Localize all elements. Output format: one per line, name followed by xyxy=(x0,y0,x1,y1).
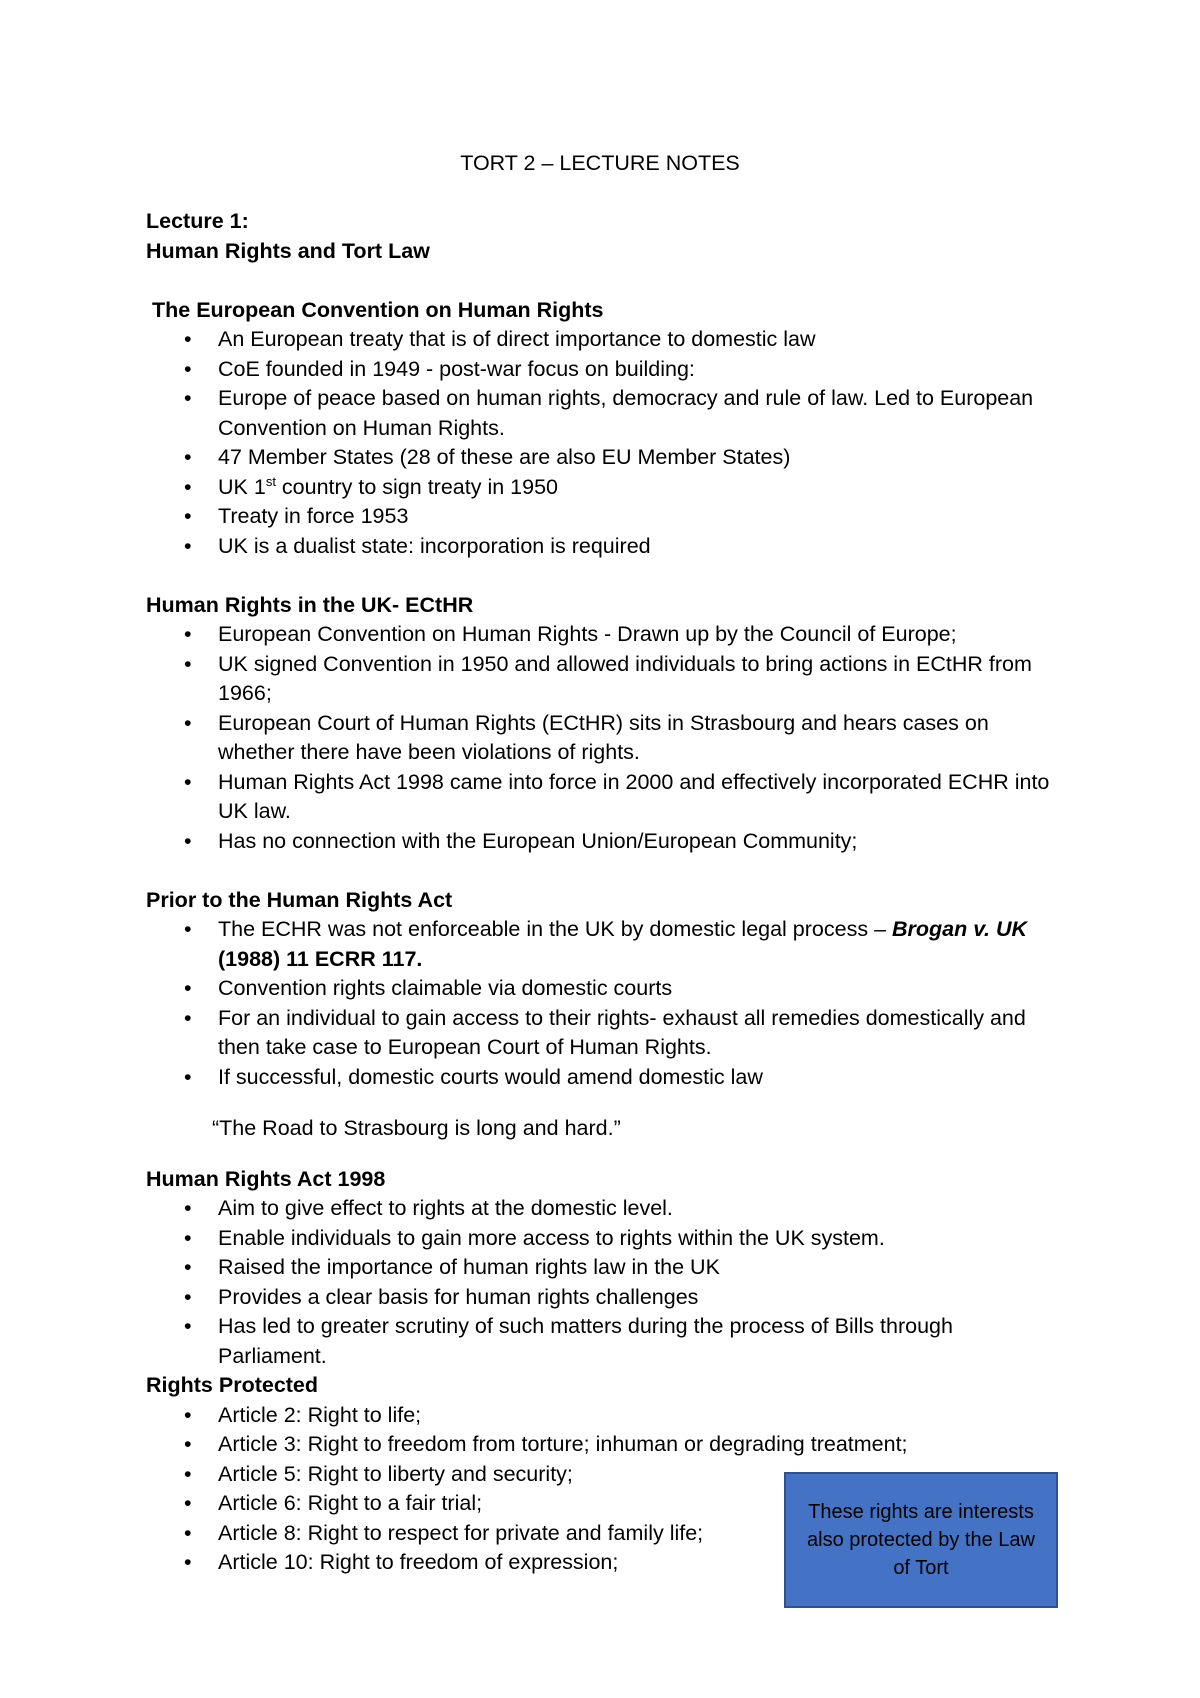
list-item: • 47 Member States (28 of these are also EU Member States) xyxy=(146,443,1066,473)
bullet-icon: • xyxy=(184,386,192,410)
section-heading-ecthr: Human Rights in the UK- ECtHR xyxy=(146,592,474,617)
bullet-icon: • xyxy=(184,769,192,794)
list-item: • UK is a dualist state: incorporation is required xyxy=(146,532,1066,562)
bullet-icon: • xyxy=(184,828,192,853)
prior-list xyxy=(146,915,1066,1092)
bullet-icon: • xyxy=(184,504,192,528)
page-title: TORT 2 – LECTURE NOTES xyxy=(460,151,740,175)
list-item: • Article 6: Right to a fair trial; xyxy=(146,1489,1066,1519)
list-item: • Article 2: Right to life; xyxy=(146,1401,1066,1431)
list-item: • The ECHR was not enforceable in the UK by domestic legal process – Brogan v. UK (1988) 11 ECRR 117. xyxy=(184,917,1027,971)
bullet-icon: • xyxy=(184,445,192,469)
list-item: • Treaty in force 1953 xyxy=(146,502,1066,532)
list-item: • Convention rights claimable via domestic courts xyxy=(146,974,1066,1004)
quote: “The Road to Strasbourg is long and hard.” xyxy=(212,1115,621,1140)
list-item: • Raised the importance of human rights law in the UK xyxy=(146,1253,1066,1283)
bullet-icon: • xyxy=(184,1520,192,1545)
list-item: • European Convention on Human Rights - Drawn up by the Council of Europe; xyxy=(146,620,1066,650)
echr-list xyxy=(146,325,1066,561)
ecthr-list xyxy=(146,620,1066,856)
list-item: • Europe of peace based on human rights, democracy and rule of law. Led to European Convention on Human Rights. xyxy=(184,386,1034,440)
bullet-icon: • xyxy=(184,1491,192,1515)
list-item: • For an individual to gain access to their rights- exhaust all remedies domestically and then take case to European Court of Human Rights. xyxy=(184,1005,1026,1059)
case-name: Brogan v. UK xyxy=(892,917,1027,941)
bullet-icon: • xyxy=(184,1284,192,1309)
lecture-topic: Human Rights and Tort Law xyxy=(146,238,430,263)
document-body xyxy=(146,207,1066,1578)
bullet-icon: • xyxy=(184,1432,192,1456)
list-item: • European Court of Human Rights (ECtHR) sits in Strasbourg and hears cases on whether there have been violations of rights. xyxy=(184,710,989,764)
bullet-icon: • xyxy=(184,1064,192,1089)
bullet-icon: • xyxy=(184,651,192,676)
bullet-icon: • xyxy=(184,1005,192,1030)
list-item: • Aim to give effect to rights at the domestic level. xyxy=(146,1194,1066,1224)
list-item: • UK 1st country to sign treaty in 1950 xyxy=(146,473,1066,503)
bullet-icon: • xyxy=(184,327,192,351)
list-item: • UK signed Convention in 1950 and allowed individuals to bring actions in ECtHR from 1966; xyxy=(184,651,1032,705)
section-heading-rights: Rights Protected xyxy=(146,1373,319,1397)
case-citation: (1988) 11 ECRR 117. xyxy=(218,946,423,971)
bullet-icon: • xyxy=(184,1402,192,1427)
hra-list xyxy=(146,1194,1066,1371)
section-heading-prior: Prior to the Human Rights Act xyxy=(146,887,453,912)
section-heading-echr: The European Convention on Human Rights xyxy=(152,297,604,322)
lecture-label: Lecture 1: xyxy=(146,209,249,233)
list-item: • Human Rights Act 1998 came into force in 2000 and effectively incorporated ECHR into UK law. xyxy=(184,769,1050,823)
list-item: • An European treaty that is of direct importance to domestic law xyxy=(146,325,1066,355)
bullet-icon: • xyxy=(184,1255,192,1279)
section-heading-hra: Human Rights Act 1998 xyxy=(146,1166,386,1191)
bullet-icon: • xyxy=(184,1461,192,1486)
bullet-icon: • xyxy=(184,356,192,381)
list-item: • Article 5: Right to liberty and security; xyxy=(146,1460,1066,1490)
list-item: • Has led to greater scrutiny of such matters during the process of Bills through Parliament. xyxy=(184,1314,953,1368)
bullet-icon: • xyxy=(184,474,192,499)
list-item: • Provides a clear basis for human rights challenges xyxy=(146,1283,1066,1313)
bullet-icon: • xyxy=(184,1314,192,1338)
bullet-icon: • xyxy=(184,1225,192,1250)
list-item: • Article 3: Right to freedom from torture; inhuman or degrading treatment; xyxy=(146,1430,1066,1460)
list-item: • CoE founded in 1949 - post-war focus on building: xyxy=(146,355,1066,385)
bullet-icon: • xyxy=(184,533,192,558)
callout-text: These rights are interests also protected by the Law of Tort xyxy=(807,1501,1035,1579)
list-item: • Article 8: Right to respect for private and family life; xyxy=(146,1519,1066,1549)
list-item: • Article 10: Right to freedom of expression; xyxy=(146,1548,1066,1578)
bullet-icon: • xyxy=(184,1550,192,1574)
list-item: • If successful, domestic courts would amend domestic law xyxy=(146,1063,1066,1093)
bullet-icon: • xyxy=(184,976,192,1000)
list-item: • Enable individuals to gain more access to rights within the UK system. xyxy=(146,1224,1066,1254)
bullet-icon: • xyxy=(184,917,192,941)
list-item: • Has no connection with the European Union/European Community; xyxy=(146,827,1066,857)
bullet-icon: • xyxy=(184,710,192,735)
callout-box xyxy=(784,1472,1058,1608)
bullet-icon: • xyxy=(184,1196,192,1220)
bullet-icon: • xyxy=(184,622,192,646)
